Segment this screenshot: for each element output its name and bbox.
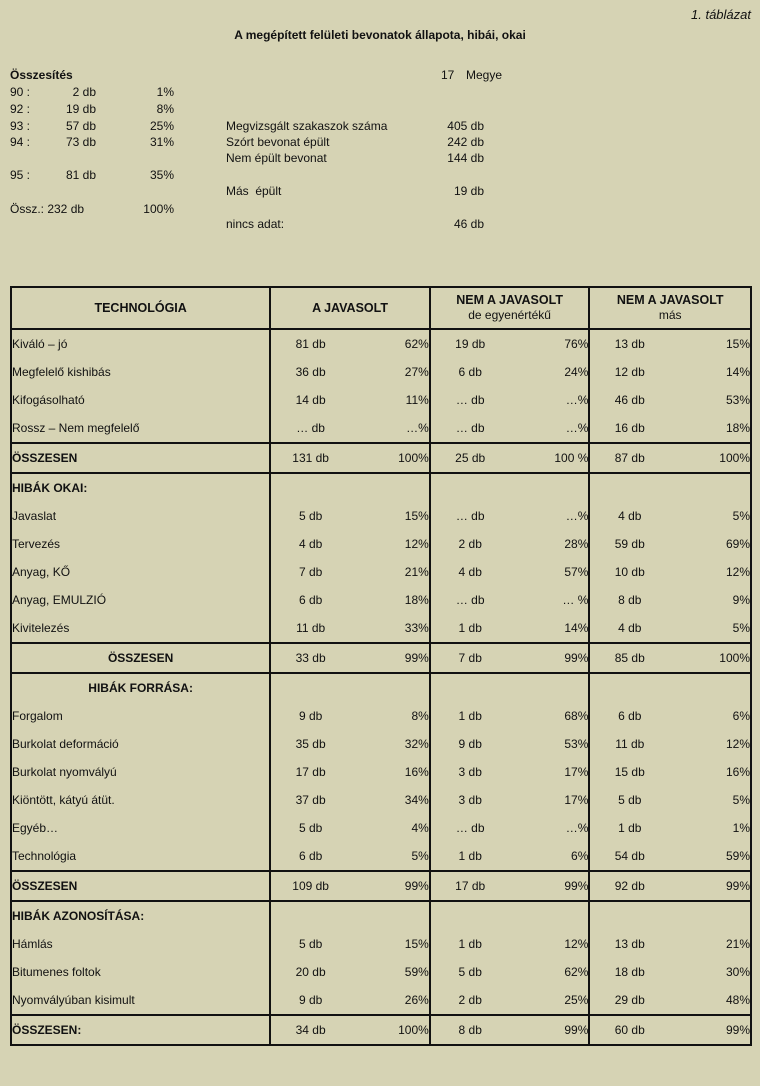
recommended-pct: 15% [350,930,430,958]
equivalent-count: … db [455,421,485,435]
recommended-pct: 100% [350,443,430,473]
row-label: Burkolat nyomvályú [11,758,270,786]
cell-empty [350,673,430,702]
cell-empty [350,473,430,502]
total-row [11,443,751,473]
equivalent-pct: 100 % [510,443,590,473]
equivalent-count: 8 db [430,1015,510,1045]
header-not-recommended-other [589,287,751,329]
recommended-count: 14 db [295,393,326,407]
row-label: ÖSSZESEN [11,643,270,673]
other-count: 15 db [614,765,645,779]
equivalent-count: 2 db [458,537,482,551]
stat-label: Nem épült bevonat [226,151,327,165]
summary-count: 81 db [65,168,96,182]
equivalent-count: 3 db [458,765,482,779]
recommended-count: 81 db [295,337,326,351]
stat-value: 144 db [447,151,484,165]
total-row [11,1015,751,1045]
recommended-pct: 100% [350,1015,430,1045]
row-label: ÖSSZESEN [11,443,270,473]
other-count: 54 db [614,849,645,863]
recommended-count: 11 db [296,621,326,635]
other-pct: 1% [732,821,750,835]
recommended-count: 17 db [295,765,326,779]
recommended-count: 9 db [298,709,323,723]
equivalent-pct: 76% [510,329,590,358]
recommended-pct: 11% [350,386,430,414]
equivalent-count: 1 db [458,621,482,635]
recommended-count: 4 db [298,537,323,551]
recommended-count: 6 db [298,593,323,607]
summary-count: 19 db [65,102,96,116]
header-sub: más [658,308,682,322]
table-row [11,930,751,958]
equivalent-pct: 24% [510,358,590,386]
equivalent-pct: 68% [510,702,590,730]
county-label: Megye [466,68,503,82]
summary-pct: 31% [149,135,174,149]
recommended-count: 33 db [270,643,350,673]
recommended-count: 5 db [298,821,323,835]
row-label: Egyéb… [11,814,270,842]
header-technology: TECHNOLÓGIA [11,287,270,329]
stat-label: nincs adat: [226,217,285,231]
recommended-pct: 12% [350,530,430,558]
table-row [11,814,751,842]
cell-empty [430,473,510,502]
row-label: Hámlás [11,930,270,958]
equivalent-count: 2 db [458,993,482,1007]
cell-empty [589,673,669,702]
equivalent-pct: 53% [510,730,590,758]
summary-year: 95 : [10,168,31,182]
recommended-pct: 5% [350,842,430,871]
table-row [11,358,751,386]
equivalent-pct: 6% [510,842,590,871]
other-count: 92 db [589,871,669,901]
table-row [11,329,751,358]
table-row [11,586,751,614]
recommended-pct: 18% [350,586,430,614]
other-count: 1 db [618,821,642,835]
equivalent-pct: 25% [510,986,590,1015]
cell-empty [510,673,590,702]
summary-count: 73 db [65,135,96,149]
other-pct: 12% [725,565,750,579]
row-label: Kivitelezés [11,614,270,643]
equivalent-count: 4 db [458,565,482,579]
summary-year: 93 : [10,119,31,133]
row-label: HIBÁK AZONOSÍTÁSA: [11,901,270,930]
cell-empty [270,901,350,930]
summary-total: Össz.: 232 db [10,202,85,216]
cell-empty [589,473,669,502]
row-label: Javaslat [11,502,270,530]
recommended-pct: 16% [350,758,430,786]
recommended-count: 109 db [270,871,350,901]
row-label: Tervezés [11,530,270,558]
equivalent-pct: 17% [510,786,590,814]
table-row [11,614,751,643]
equivalent-pct: 99% [510,1015,590,1045]
summary-year: 92 : [10,102,31,116]
other-pct: 9% [732,593,750,607]
other-count: 59 db [614,537,645,551]
recommended-pct: 33% [350,614,430,643]
cell-empty [270,673,350,702]
summary-heading: Összesítés [10,68,73,82]
row-label: ÖSSZESEN: [11,1015,270,1045]
equivalent-count: 9 db [458,737,482,751]
equivalent-count: 17 db [430,871,510,901]
equivalent-pct: 17% [510,758,590,786]
row-label: Burkolat deformáció [11,730,270,758]
other-pct: 14% [725,365,750,379]
table-row [11,958,751,986]
stat-value: 19 db [453,184,484,198]
equivalent-pct: 99% [510,643,590,673]
summary-count: 2 db [72,85,96,99]
cell-empty [510,473,590,502]
recommended-pct: 4% [350,814,430,842]
recommended-pct: 26% [350,986,430,1015]
other-pct: 6% [732,709,750,723]
other-count: 8 db [618,593,642,607]
recommended-count: 7 db [298,565,323,579]
stat-value: 405 db [447,119,484,133]
other-count: 87 db [589,443,669,473]
table-row [11,786,751,814]
other-pct: 48% [725,993,750,1007]
other-pct: 5% [732,793,750,807]
row-label: Kiöntött, kátyú átüt. [11,786,270,814]
recommended-count: 34 db [270,1015,350,1045]
recommended-pct: 99% [350,871,430,901]
table-row [11,502,751,530]
row-label: Megfelelő kishibás [11,358,270,386]
section-row [11,901,751,930]
summary-year: 94 : [10,135,31,149]
equivalent-pct: …% [510,502,590,530]
table-row [11,758,751,786]
row-label: HIBÁK OKAI: [11,473,270,502]
other-count: 13 db [614,937,645,951]
cell-empty [430,901,510,930]
recommended-pct: 21% [350,558,430,586]
table-row [11,702,751,730]
equivalent-count: … db [455,821,485,835]
header-not-recommended-equivalent [430,287,590,329]
recommended-pct: 27% [350,358,430,386]
other-count: 29 db [614,993,645,1007]
other-pct: 18% [725,421,750,435]
other-pct: 5% [732,621,750,635]
summary-count: 57 db [65,119,96,133]
other-pct: 15% [725,337,750,351]
equivalent-pct: 12% [510,930,590,958]
other-count: 4 db [618,509,642,523]
equivalent-count: 7 db [430,643,510,673]
equivalent-pct: 57% [510,558,590,586]
table-body [11,329,751,1045]
cell-empty [430,673,510,702]
equivalent-count: … db [455,393,485,407]
summary-year: 90 : [10,85,31,99]
summary-pct: 1% [156,85,174,99]
table-row [11,386,751,414]
table-row [11,530,751,558]
other-count: 4 db [618,621,642,635]
row-label: Rossz – Nem megfelelő [11,414,270,443]
header-recommended: A JAVASOLT [270,287,430,329]
cell-empty [669,673,751,702]
other-count: 6 db [618,709,642,723]
other-count: 10 db [614,565,645,579]
county-number: 17 [441,68,455,82]
table-row [11,986,751,1015]
stat-value: 242 db [447,135,484,149]
equivalent-pct: 99% [510,871,590,901]
equivalent-pct: …% [510,386,590,414]
recommended-pct: 8% [350,702,430,730]
recommended-pct: 62% [350,329,430,358]
recommended-count: 36 db [295,365,326,379]
equivalent-pct: …% [510,414,590,443]
table-row [11,558,751,586]
equivalent-pct: 28% [510,530,590,558]
header-main: NEM A JAVASOLT [616,293,724,307]
equivalent-count: 5 db [458,965,482,979]
recommended-count: 5 db [298,937,323,951]
equivalent-pct: 14% [510,614,590,643]
other-pct: 69% [725,537,750,551]
recommended-count: 20 db [295,965,326,979]
recommended-count: 5 db [298,509,323,523]
recommended-count: … db [296,421,325,435]
equivalent-count: 1 db [458,709,482,723]
row-label: Forgalom [11,702,270,730]
header-main: NEM A JAVASOLT [456,293,563,307]
other-pct: 12% [725,737,750,751]
cell-empty [510,901,590,930]
recommended-pct: 99% [350,643,430,673]
recommended-count: 131 db [270,443,350,473]
other-count: 46 db [614,393,645,407]
other-pct: 16% [725,765,750,779]
recommended-count: 37 db [295,793,326,807]
summary-pct: 25% [149,119,174,133]
equivalent-pct: 62% [510,958,590,986]
row-label: Technológia [11,842,270,871]
equivalent-count: 3 db [458,793,482,807]
total-row [11,871,751,901]
other-pct: 100% [669,643,751,673]
other-pct: 53% [725,393,750,407]
other-pct: 21% [725,937,750,951]
row-label: Bitumenes foltok [11,958,270,986]
other-count: 60 db [589,1015,669,1045]
equivalent-count: … db [455,509,485,523]
summary-pct: 35% [149,168,174,182]
section-row [11,473,751,502]
row-label: ÖSSZESEN [11,871,270,901]
stat-label: Megvizsgált szakaszok száma [226,119,388,133]
other-count: 11 db [615,737,645,751]
recommended-count: 6 db [298,849,323,863]
technology-table [10,286,752,1046]
table-label: 1. táblázat [691,7,751,22]
row-label: Kiváló – jó [11,329,270,358]
table-row [11,842,751,871]
header-sub: de egyenértékű [468,308,551,322]
cell-empty [669,901,751,930]
equivalent-count: … db [455,593,485,607]
row-label: HIBÁK FORRÁSA: [11,673,270,702]
equivalent-pct: …% [510,814,590,842]
stat-label: Szórt bevonat épült [226,135,330,149]
cell-empty [669,473,751,502]
row-label: Nyomvályúban kisimult [11,986,270,1015]
equivalent-count: 1 db [458,849,482,863]
recommended-count: 35 db [295,737,326,751]
total-row [11,643,751,673]
equivalent-pct: … % [510,586,590,614]
other-count: 12 db [614,365,645,379]
table-header-row [11,287,751,329]
other-count: 5 db [618,793,642,807]
page-title: A megépített felületi bevonatok állapota, hibái, okai [234,28,526,42]
other-count: 85 db [589,643,669,673]
other-pct: 59% [725,849,750,863]
stat-value: 46 db [453,217,484,231]
table-row [11,414,751,443]
recommended-pct: 15% [350,502,430,530]
equivalent-count: 1 db [458,937,482,951]
other-pct: 5% [732,509,750,523]
other-pct: 30% [725,965,750,979]
equivalent-count: 6 db [458,365,482,379]
recommended-pct: …% [350,414,430,443]
recommended-pct: 59% [350,958,430,986]
row-label: Anyag, KŐ [11,558,270,586]
cell-empty [350,901,430,930]
recommended-pct: 34% [350,786,430,814]
other-count: 16 db [614,421,645,435]
recommended-pct: 32% [350,730,430,758]
row-label: Anyag, EMULZIÓ [11,586,270,614]
section-row [11,673,751,702]
equivalent-count: 25 db [430,443,510,473]
row-label: Kifogásolható [11,386,270,414]
other-pct: 99% [669,1015,751,1045]
other-pct: 100% [669,443,751,473]
cell-empty [589,901,669,930]
table-row [11,730,751,758]
cell-empty [270,473,350,502]
equivalent-count: 19 db [455,337,486,351]
other-count: 18 db [614,965,645,979]
other-pct: 99% [669,871,751,901]
summary-total-pct: 100% [143,202,174,216]
summary-pct: 8% [156,102,174,116]
stat-label: Más épült [226,184,282,198]
recommended-count: 9 db [298,993,323,1007]
other-count: 13 db [614,337,645,351]
